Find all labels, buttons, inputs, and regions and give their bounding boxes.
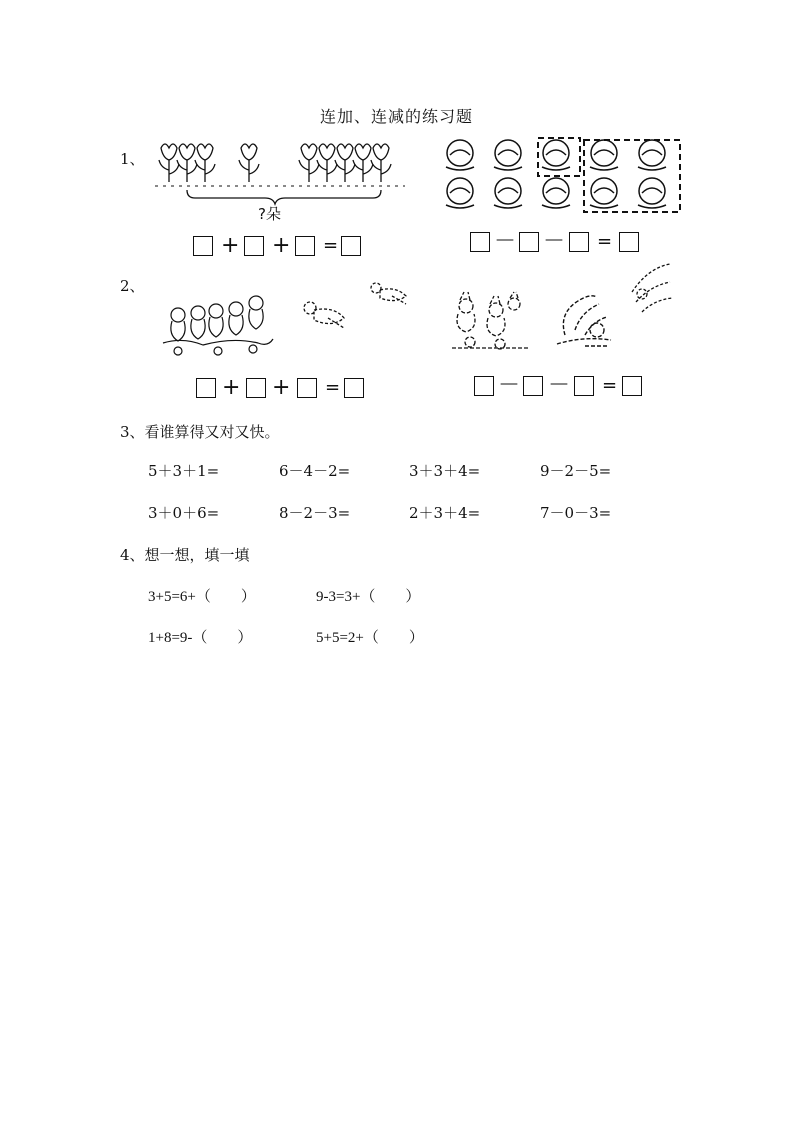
bird-flock-icon — [158, 285, 278, 360]
answer-box[interactable] — [622, 376, 642, 396]
calc-problem: 5＋3＋1= — [148, 462, 220, 480]
plus-sign: + — [272, 233, 291, 258]
bird-icon — [298, 298, 358, 333]
equals-sign: = — [597, 231, 613, 252]
answer-box[interactable] — [193, 236, 213, 256]
page-title: 连加、连减的练习题 — [319, 107, 473, 126]
bird-flying-icon — [628, 262, 676, 317]
minus-sign: － — [498, 373, 521, 398]
answer-box[interactable] — [297, 378, 317, 398]
ball-icon — [438, 137, 683, 217]
answer-box[interactable] — [341, 236, 361, 256]
equals-sign: = — [602, 375, 618, 396]
answer-box[interactable] — [196, 378, 216, 398]
minus-sign: － — [548, 373, 571, 398]
minus-sign: － — [494, 229, 517, 254]
answer-box[interactable] — [523, 376, 543, 396]
plus-sign: + — [272, 375, 291, 400]
minus-sign: － — [543, 229, 566, 254]
answer-box[interactable] — [519, 232, 539, 252]
equals-sign: = — [323, 235, 339, 256]
calc-problem: 6－4－2= — [279, 462, 351, 480]
question-3-heading: 3、看谁算得又对又快。 — [120, 423, 280, 441]
fill-blank-problem: 1+8=9-（ ） — [148, 630, 253, 646]
fill-blank-problem: 5+5=2+（ ） — [316, 630, 424, 646]
calc-problem: 9－2－5= — [540, 462, 612, 480]
rabbit-group-icon — [450, 290, 530, 355]
answer-box[interactable] — [574, 376, 594, 396]
answer-box[interactable] — [619, 232, 639, 252]
equals-sign: = — [325, 377, 341, 398]
calc-problem: 2＋3＋4= — [409, 504, 481, 522]
answer-box[interactable] — [344, 378, 364, 398]
answer-box[interactable] — [246, 378, 266, 398]
answer-box[interactable] — [569, 232, 589, 252]
flower-group-icon — [155, 140, 405, 190]
calc-problem: 7－0－3= — [540, 504, 612, 522]
answer-box[interactable] — [244, 236, 264, 256]
fill-blank-problem: 3+5=6+（ ） — [148, 589, 256, 605]
question-2-number: 2、 — [120, 277, 145, 295]
calc-problem: 3＋0＋6= — [148, 504, 220, 522]
question-4-heading: 4、想一想，填一填 — [120, 546, 250, 564]
answer-box[interactable] — [474, 376, 494, 396]
squirrel-icon — [555, 290, 615, 352]
plus-sign: + — [221, 233, 240, 258]
brace-label: ?朵 — [258, 205, 281, 223]
answer-box[interactable] — [295, 236, 315, 256]
bird-icon — [366, 278, 414, 308]
plus-sign: + — [222, 375, 241, 400]
question-1-number: 1、 — [120, 150, 145, 168]
answer-box[interactable] — [470, 232, 490, 252]
calc-problem: 8－2－3= — [279, 504, 351, 522]
fill-blank-problem: 9-3=3+（ ） — [316, 589, 421, 605]
calc-problem: 3＋3＋4= — [409, 462, 481, 480]
